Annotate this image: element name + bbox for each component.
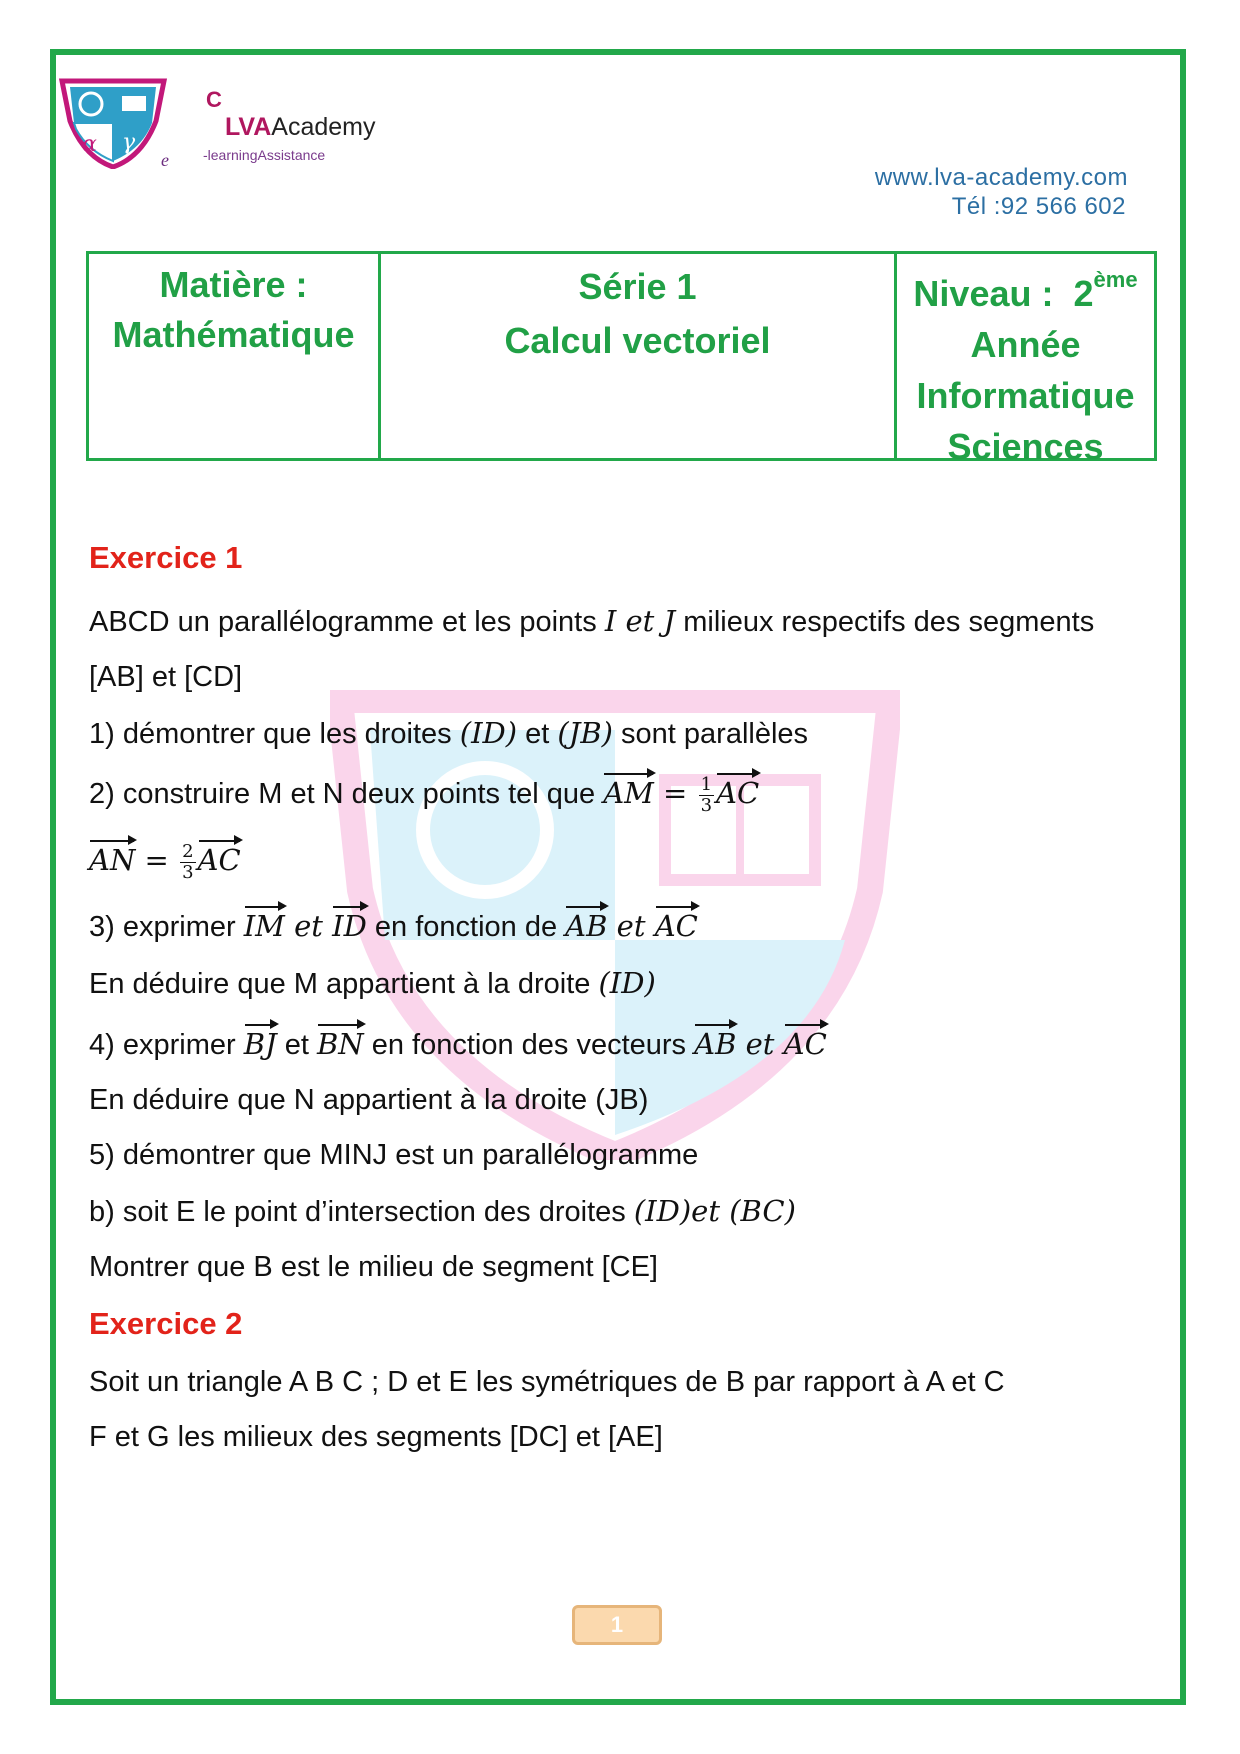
fraction-numerator: 1 [700, 774, 713, 795]
ex1-line-2: [AB] et [CD] [89, 661, 243, 693]
q1-text: sont parallèles [612, 718, 809, 750]
vector-an: AN [89, 843, 136, 878]
exercise-1-title: Exercice 1 [89, 540, 243, 575]
level-section-1: Informatique [916, 375, 1135, 416]
brand-tagline: -learningAssistance [203, 147, 326, 163]
fraction-two-thirds [180, 842, 195, 883]
q2-text: 2) construire M et N deux points tel que [89, 778, 604, 811]
brand-name [225, 113, 376, 142]
ex1-question-1 [89, 716, 1149, 751]
svg-text:α: α [82, 132, 97, 157]
subject-cell [89, 254, 381, 458]
page-number-badge: 1 [572, 1605, 662, 1645]
q3-text: 3) exprimer [89, 911, 244, 943]
level-section-2: Sciences [947, 426, 1104, 467]
ex1-question-c: Montrer que B est le milieu de segment [CE] [89, 1251, 658, 1283]
vector-ac: AC [654, 909, 698, 943]
q3-text: En déduire que M appartient à la droite [89, 968, 599, 1000]
q4-text: 4) exprimer [89, 1029, 244, 1061]
vector-bj: BJ [243, 1027, 277, 1061]
vector-ab: AB [694, 1027, 737, 1061]
q1-math: (JB) [557, 716, 613, 750]
subject-value: Mathématique [112, 314, 355, 355]
brand-letter-c: C [206, 87, 222, 112]
website-link[interactable]: www.lva-academy.com [874, 164, 1128, 191]
q1-text: 1) démontrer que les droites [89, 718, 460, 750]
ex1-line-1 [89, 604, 1149, 639]
fraction-denominator: 3 [182, 862, 194, 883]
ex1-question-4 [89, 1027, 1149, 1062]
qb-math: (ID)et (BC) [633, 1194, 796, 1228]
header-table [86, 251, 1157, 467]
series-topic: Calcul vectoriel [504, 320, 771, 361]
q3-et: et [607, 909, 655, 943]
vector-ab: AB [565, 909, 608, 943]
ex2-line-2: F et G les milieux des segments [DC] et [AE] [89, 1421, 663, 1453]
brand-name-bold: LVA [225, 113, 272, 141]
vector-ac: AC [716, 776, 760, 811]
vector-ac: AC [783, 1027, 827, 1061]
level-number: 2 [1073, 273, 1094, 314]
level-label: Niveau : [913, 273, 1054, 314]
q4-et: et [736, 1027, 784, 1061]
ex1-question-b [89, 1194, 1149, 1229]
qb-text: b) soit E le point d’intersection des droites [89, 1196, 634, 1228]
fraction-denominator: 3 [700, 795, 713, 816]
vector-id: ID [332, 909, 367, 943]
q4-et: et [276, 1029, 317, 1061]
ex1-question-5: 5) démontrer que MINJ est un parallélogramme [89, 1139, 699, 1171]
exercise-2-title: Exercice 2 [89, 1306, 243, 1341]
q3-math: (ID) [598, 966, 656, 1000]
ex1-math: I et J [604, 604, 676, 638]
svg-text:γ: γ [122, 130, 136, 155]
equals-sign: = [653, 776, 697, 811]
level-year: Année [970, 324, 1081, 365]
equals-sign: = [135, 843, 179, 878]
series-cell [381, 254, 897, 458]
vector-bn: BN [316, 1027, 364, 1061]
ex1-question-4-deduce: En déduire que N appartient à la droite (JB) [89, 1084, 649, 1116]
level-line [897, 260, 1154, 319]
brand-name-rest: Academy [271, 113, 376, 141]
ex2-line-1: Soit un triangle A B C ; D et E les symétriques de B par rapport à A et C [89, 1366, 1005, 1398]
series-title: Série 1 [578, 266, 697, 307]
brand-letter-e: e [161, 150, 169, 170]
vector-im: IM [243, 909, 285, 943]
lva-academy-logo [58, 77, 168, 169]
exercise-content [89, 540, 1149, 1454]
ex1-question-2 [89, 775, 1149, 816]
vector-ac: AC [197, 843, 241, 878]
fraction-one-third [699, 775, 714, 816]
ex1-text: ABCD un parallélogramme et les points [89, 606, 605, 638]
q1-math: (ID) [459, 716, 518, 750]
q3-et: et [284, 909, 333, 943]
vector-am: AM [603, 776, 654, 811]
phone-number: Tél :92 566 602 [951, 193, 1126, 220]
ex1-question-3 [89, 909, 1149, 944]
ex1-text: milieux respectifs des segments [675, 606, 1095, 638]
q1-text: et [517, 718, 558, 750]
ex1-question-2b [89, 842, 1149, 883]
q3-text: en fonction de [366, 911, 566, 943]
ex1-question-3-deduce [89, 966, 1149, 1001]
fraction-numerator: 2 [182, 841, 194, 862]
q4-text: en fonction des vecteurs [363, 1029, 695, 1061]
level-suffix: ème [1093, 267, 1138, 292]
subject-label: Matière : [159, 264, 308, 305]
level-cell [897, 254, 1154, 467]
